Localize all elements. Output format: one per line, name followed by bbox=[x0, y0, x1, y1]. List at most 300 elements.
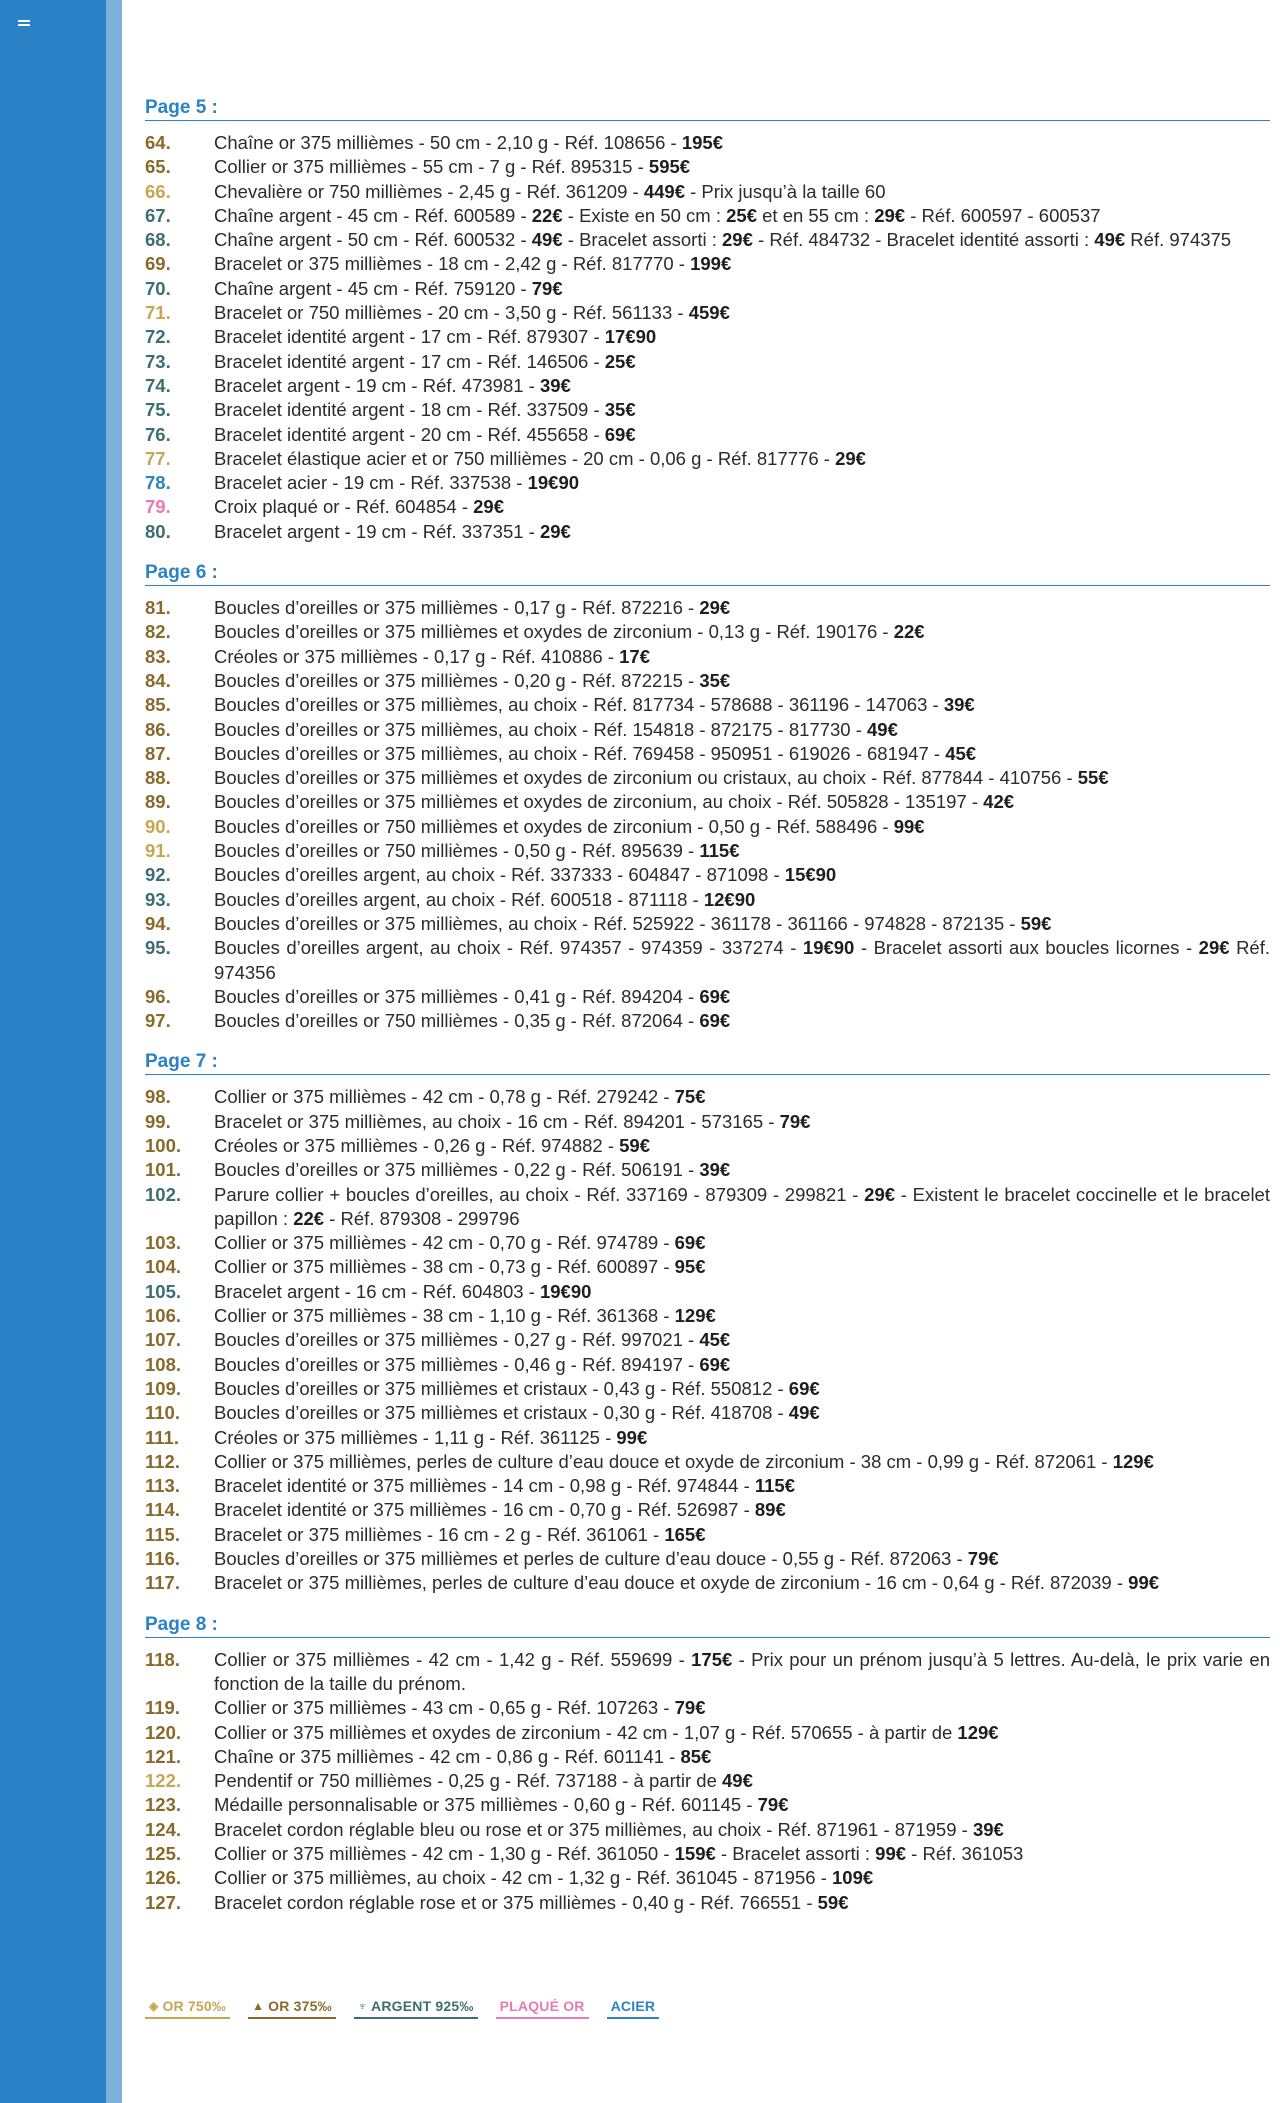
item-text: - Bracelet assorti : bbox=[562, 229, 722, 251]
item-text: Collier or 375 millièmes - 42 cm - 0,78 g - Réf. 279242 - bbox=[214, 1086, 675, 1108]
page-section bbox=[145, 97, 1270, 544]
item-number: 101. bbox=[145, 1159, 182, 1181]
list-item bbox=[145, 1498, 1270, 1522]
item-description bbox=[214, 1183, 1270, 1232]
hallmark-icon: ♆ bbox=[357, 1999, 368, 2013]
item-price: 17€ bbox=[619, 645, 651, 667]
item-number: 93. bbox=[145, 888, 171, 910]
item-number: 122. bbox=[145, 1770, 182, 1792]
item-price: 29€ bbox=[1198, 937, 1230, 959]
legend-item bbox=[248, 1996, 336, 2019]
list-item bbox=[145, 1866, 1270, 1890]
item-price: 19€90 bbox=[802, 937, 855, 959]
list-item bbox=[145, 669, 1270, 693]
item-description bbox=[214, 620, 1270, 644]
item-text: Collier or 375 millièmes - 55 cm - 7 g - Réf. 895315 - bbox=[214, 156, 649, 178]
item-text: Boucles d’oreilles or 375 millièmes et cristaux - 0,30 g - Réf. 418708 - bbox=[214, 1402, 789, 1424]
item-description bbox=[214, 1255, 1270, 1279]
list-item bbox=[145, 155, 1270, 179]
item-number: 118. bbox=[145, 1648, 180, 1670]
item-text: Créoles or 375 millièmes - 0,26 g - Réf. 974882 - bbox=[214, 1134, 620, 1156]
item-price: 69€ bbox=[699, 1010, 731, 1032]
page-section bbox=[145, 562, 1270, 1033]
item-text: Bracelet identité argent - 20 cm - Réf. 455658 - bbox=[214, 423, 605, 445]
item-number: 116. bbox=[145, 1548, 180, 1570]
item-number: 68. bbox=[145, 229, 171, 251]
list-item bbox=[145, 766, 1270, 790]
item-number: 90. bbox=[145, 815, 171, 837]
item-text: Boucles d’oreilles or 750 millièmes - 0,35 g - Réf. 872064 - bbox=[214, 1010, 700, 1032]
list-item bbox=[145, 718, 1270, 742]
list-item bbox=[145, 180, 1270, 204]
item-number: 77. bbox=[145, 447, 171, 469]
item-text: Bracelet or 375 millièmes, perles de culture d’eau douce et oxyde de zirconium - 16 cm - 0,64 g - Réf. 872039 - bbox=[214, 1572, 1129, 1594]
list-item bbox=[145, 693, 1270, 717]
list-item bbox=[145, 252, 1270, 276]
diamond-icon: ◈ bbox=[149, 1999, 159, 2013]
item-description bbox=[214, 596, 1270, 620]
item-price: 79€ bbox=[757, 1794, 789, 1816]
item-price: 42€ bbox=[983, 791, 1015, 813]
list-item bbox=[145, 742, 1270, 766]
item-number: 89. bbox=[145, 791, 171, 813]
list-item bbox=[145, 815, 1270, 839]
item-price: 99€ bbox=[875, 1843, 907, 1864]
item-number: 123. bbox=[145, 1794, 182, 1816]
item-description bbox=[214, 252, 1270, 276]
item-text: - Prix jusqu’à la taille 60 bbox=[684, 180, 886, 202]
item-price: 99€ bbox=[616, 1426, 648, 1448]
item-price: 19€90 bbox=[539, 1280, 592, 1302]
item-number: 126. bbox=[145, 1867, 182, 1889]
list-item bbox=[145, 912, 1270, 936]
item-price: 95€ bbox=[674, 1256, 706, 1278]
list-item bbox=[145, 1721, 1270, 1745]
legend-item bbox=[354, 1996, 478, 2019]
menu-icon[interactable] bbox=[18, 20, 30, 28]
item-text: Bracelet élastique acier et or 750 millièmes - 20 cm - 0,06 g - Réf. 817776 - bbox=[214, 447, 836, 469]
list-item bbox=[145, 888, 1270, 912]
item-price: 69€ bbox=[699, 985, 731, 1007]
item-number: 115. bbox=[145, 1523, 180, 1545]
list-item bbox=[145, 985, 1270, 1009]
list-item bbox=[145, 277, 1270, 301]
list-item bbox=[145, 398, 1270, 422]
item-number: 86. bbox=[145, 718, 171, 740]
item-description bbox=[214, 204, 1270, 228]
item-number: 84. bbox=[145, 669, 171, 691]
item-text: Boucles d’oreilles or 375 millièmes et cristaux - 0,43 g - Réf. 550812 - bbox=[214, 1377, 789, 1399]
page-heading: Page 5 : bbox=[145, 97, 1270, 121]
item-description bbox=[214, 1377, 1270, 1401]
item-number: 103. bbox=[145, 1232, 182, 1254]
item-description bbox=[214, 471, 1270, 495]
item-text: Bracelet or 375 millièmes - 16 cm - 2 g - Réf. 361061 - bbox=[214, 1523, 665, 1545]
item-description bbox=[214, 742, 1270, 766]
item-text: Boucles d’oreilles or 375 millièmes et oxydes de zirconium, au choix - Réf. 505828 - 135197 - bbox=[214, 791, 984, 813]
item-text: Chaîne argent - 45 cm - Réf. 600589 - bbox=[214, 204, 532, 226]
item-price: 35€ bbox=[604, 399, 636, 421]
item-text: Collier or 375 millièmes - 38 cm - 0,73 g - Réf. 600897 - bbox=[214, 1256, 675, 1278]
item-text: Boucles d’oreilles or 375 millièmes et perles de culture d’eau douce - 0,55 g - Réf. 872063 - bbox=[214, 1548, 968, 1570]
list-item bbox=[145, 1547, 1270, 1571]
item-number: 110. bbox=[145, 1402, 180, 1424]
list-item bbox=[145, 1648, 1270, 1697]
item-number: 71. bbox=[145, 302, 171, 324]
legend-item bbox=[496, 1996, 589, 2019]
item-text: Bracelet argent - 19 cm - Réf. 473981 - bbox=[214, 374, 540, 396]
item-description bbox=[214, 1523, 1270, 1547]
item-price: 29€ bbox=[722, 229, 753, 251]
item-price: 39€ bbox=[699, 1159, 731, 1181]
item-price: 29€ bbox=[874, 204, 906, 226]
item-description bbox=[214, 1769, 1270, 1793]
item-number: 75. bbox=[145, 399, 171, 421]
list-item bbox=[145, 620, 1270, 644]
item-price: 115€ bbox=[699, 840, 740, 862]
item-number: 104. bbox=[145, 1256, 182, 1278]
item-price: 45€ bbox=[945, 742, 977, 764]
item-number: 82. bbox=[145, 621, 171, 643]
item-price: 195€ bbox=[681, 132, 724, 153]
item-text: - Existent le bracelet coccinelle et le bracelet papillon : bbox=[214, 1183, 1270, 1229]
item-number: 121. bbox=[145, 1745, 182, 1767]
item-description bbox=[214, 1842, 1270, 1866]
item-price: 49€ bbox=[722, 1770, 753, 1792]
item-text: Créoles or 375 millièmes - 0,17 g - Réf. 410886 - bbox=[214, 645, 620, 667]
item-description bbox=[214, 1696, 1270, 1720]
item-description bbox=[214, 1401, 1270, 1425]
list-item bbox=[145, 839, 1270, 863]
item-price: 59€ bbox=[619, 1134, 651, 1156]
item-number: 78. bbox=[145, 472, 171, 494]
item-price: 22€ bbox=[893, 621, 925, 643]
item-text: Réf. 974356 bbox=[214, 937, 1270, 983]
item-price: 49€ bbox=[788, 1402, 820, 1424]
item-price: 115€ bbox=[754, 1475, 796, 1497]
item-text: Boucles d’oreilles or 375 millièmes, au choix - Réf. 769458 - 950951 - 619026 - 681947 - bbox=[214, 742, 946, 764]
item-description bbox=[214, 398, 1270, 422]
item-description bbox=[214, 863, 1270, 887]
list-item bbox=[145, 1842, 1270, 1866]
item-price: 159€ bbox=[674, 1843, 716, 1864]
item-price: 79€ bbox=[674, 1697, 706, 1719]
item-number: 72. bbox=[145, 326, 171, 348]
list-item bbox=[145, 790, 1270, 814]
item-text: Boucles d’oreilles or 375 millièmes - 0,27 g - Réf. 997021 - bbox=[214, 1329, 700, 1351]
item-text: Bracelet argent - 19 cm - Réf. 337351 - bbox=[214, 520, 540, 542]
item-description bbox=[214, 1721, 1270, 1745]
item-description bbox=[214, 790, 1270, 814]
item-text: Créoles or 375 millièmes - 1,11 g - Réf. 361125 - bbox=[214, 1426, 617, 1448]
item-number: 87. bbox=[145, 742, 171, 764]
list-item bbox=[145, 1158, 1270, 1182]
item-description bbox=[214, 693, 1270, 717]
item-description bbox=[214, 1085, 1270, 1109]
item-number: 127. bbox=[145, 1891, 182, 1913]
item-price: 69€ bbox=[604, 423, 636, 445]
ingot-icon: ▲ bbox=[252, 1999, 265, 2013]
item-number: 81. bbox=[145, 597, 171, 619]
item-price: 49€ bbox=[867, 718, 898, 740]
list-item bbox=[145, 1474, 1270, 1498]
item-text: Bracelet identité argent - 17 cm - Réf. 879307 - bbox=[214, 326, 605, 348]
item-text: Collier or 375 millièmes et oxydes de zirconium - 42 cm - 1,07 g - Réf. 570655 - à partir de bbox=[214, 1721, 958, 1743]
item-price: 79€ bbox=[967, 1548, 999, 1570]
item-price: 199€ bbox=[690, 253, 732, 275]
item-price: 22€ bbox=[293, 1207, 325, 1229]
legend-item bbox=[607, 1996, 660, 2019]
item-price: 29€ bbox=[539, 520, 571, 542]
item-text: - Prix pour un prénom jusqu’à 5 lettres. Au-delà, le prix varie en fonction de la taille du prénom. bbox=[214, 1648, 1270, 1694]
list-item bbox=[145, 325, 1270, 349]
list-item bbox=[145, 596, 1270, 620]
item-description bbox=[214, 1818, 1270, 1842]
item-text: - Réf. 879308 - 299796 bbox=[324, 1207, 520, 1229]
list-item bbox=[145, 1401, 1270, 1425]
legend-label: ARGENT 925‰ bbox=[371, 1998, 474, 2014]
item-text: Boucles d’oreilles or 375 millièmes, au choix - Réf. 817734 - 578688 - 361196 - 147063 - bbox=[214, 694, 944, 716]
item-description bbox=[214, 301, 1270, 325]
item-number: 124. bbox=[145, 1818, 182, 1840]
list-item bbox=[145, 1450, 1270, 1474]
item-description bbox=[214, 423, 1270, 447]
sidebar-edge bbox=[106, 0, 122, 2103]
list-item bbox=[145, 1134, 1270, 1158]
legend-item bbox=[145, 1996, 230, 2019]
item-price: 69€ bbox=[699, 1353, 731, 1375]
item-description bbox=[214, 669, 1270, 693]
list-item bbox=[145, 1818, 1270, 1842]
item-description bbox=[214, 645, 1270, 669]
item-description bbox=[214, 912, 1270, 936]
item-text: Boucles d’oreilles or 375 millièmes et oxydes de zirconium ou cristaux, au choix - Réf. 877844 - 410756 - bbox=[214, 767, 1078, 789]
item-price: 25€ bbox=[604, 350, 636, 372]
item-description bbox=[214, 155, 1270, 179]
item-price: 49€ bbox=[531, 229, 563, 251]
item-text: Collier or 375 millièmes - 38 cm - 1,10 g - Réf. 361368 - bbox=[214, 1305, 675, 1327]
item-text: Bracelet or 375 millièmes, au choix - 16 cm - Réf. 894201 - 573165 - bbox=[214, 1110, 780, 1132]
item-description bbox=[214, 277, 1270, 301]
list-item bbox=[145, 1523, 1270, 1547]
item-text: Bracelet identité or 375 millièmes - 14 cm - 0,98 g - Réf. 974844 - bbox=[214, 1475, 755, 1497]
item-price: 29€ bbox=[864, 1183, 896, 1205]
item-number: 69. bbox=[145, 253, 171, 275]
item-text: Boucles d’oreilles or 375 millièmes, au choix - Réf. 525922 - 361178 - 361166 - 974828 - 872135 - bbox=[214, 912, 1021, 934]
item-number: 74. bbox=[145, 374, 171, 396]
item-price: 12€90 bbox=[703, 888, 756, 910]
item-price: 129€ bbox=[1112, 1450, 1154, 1472]
item-number: 73. bbox=[145, 350, 171, 372]
item-text: Bracelet identité or 375 millièmes - 16 cm - 0,70 g - Réf. 526987 - bbox=[214, 1499, 755, 1521]
item-number: 88. bbox=[145, 767, 171, 789]
item-text: Boucles d’oreilles or 375 millièmes, au choix - Réf. 154818 - 872175 - 817730 - bbox=[214, 718, 868, 740]
item-price: 129€ bbox=[957, 1721, 999, 1743]
item-price: 35€ bbox=[699, 669, 731, 691]
item-number: 120. bbox=[145, 1721, 182, 1743]
item-number: 106. bbox=[145, 1305, 182, 1327]
item-number: 65. bbox=[145, 156, 171, 178]
item-text: Collier or 375 millièmes - 42 cm - 1,30 g - Réf. 361050 - bbox=[214, 1843, 675, 1864]
item-description bbox=[214, 374, 1270, 398]
item-number: 119. bbox=[145, 1697, 180, 1719]
item-text: Chaîne or 375 millièmes - 42 cm - 0,86 g - Réf. 601141 - bbox=[214, 1745, 681, 1767]
item-description bbox=[214, 228, 1270, 252]
item-number: 111. bbox=[145, 1426, 179, 1448]
legend-label: ACIER bbox=[610, 1998, 656, 2014]
item-text: Pendentif or 750 millièmes - 0,25 g - Réf. 737188 - à partir de bbox=[214, 1770, 722, 1792]
list-item bbox=[145, 1304, 1270, 1328]
item-number: 94. bbox=[145, 912, 171, 934]
item-description bbox=[214, 815, 1270, 839]
item-description bbox=[214, 520, 1270, 544]
item-number: 99. bbox=[145, 1110, 171, 1132]
item-price: 69€ bbox=[788, 1377, 820, 1399]
item-number: 112. bbox=[145, 1450, 180, 1472]
list-item bbox=[145, 936, 1270, 985]
item-description bbox=[214, 1231, 1270, 1255]
item-description bbox=[214, 766, 1270, 790]
page-heading: Page 8 : bbox=[145, 1614, 1270, 1638]
item-price: 45€ bbox=[699, 1329, 731, 1351]
item-number: 114. bbox=[145, 1499, 180, 1521]
item-description bbox=[214, 1571, 1270, 1595]
item-price: 17€90 bbox=[604, 326, 657, 348]
item-description bbox=[214, 131, 1270, 155]
item-number: 102. bbox=[145, 1183, 182, 1205]
item-text: Boucles d’oreilles or 375 millièmes - 0,46 g - Réf. 894197 - bbox=[214, 1353, 700, 1375]
list-item bbox=[145, 228, 1270, 252]
item-description bbox=[214, 1474, 1270, 1498]
item-text: Boucles d’oreilles or 750 millièmes et oxydes de zirconium - 0,50 g - Réf. 588496 - bbox=[214, 815, 894, 837]
item-text: Réf. 974375 bbox=[1125, 229, 1232, 251]
item-number: 97. bbox=[145, 1010, 171, 1032]
list-item bbox=[145, 520, 1270, 544]
item-text: Croix plaqué or - Réf. 604854 - bbox=[214, 496, 474, 518]
list-item bbox=[145, 1183, 1270, 1232]
item-description bbox=[214, 936, 1270, 985]
item-price: 29€ bbox=[699, 597, 731, 619]
item-price: 75€ bbox=[674, 1086, 706, 1108]
item-number: 108. bbox=[145, 1353, 182, 1375]
item-price: 449€ bbox=[643, 180, 685, 202]
item-description bbox=[214, 350, 1270, 374]
item-text: Bracelet identité argent - 18 cm - Réf. 337509 - bbox=[214, 399, 605, 421]
list-item bbox=[145, 1085, 1270, 1109]
item-text: Collier or 375 millièmes - 42 cm - 1,42 g - Réf. 559699 - bbox=[214, 1648, 692, 1670]
item-price: 55€ bbox=[1077, 767, 1109, 789]
legend-label: OR 750‰ bbox=[162, 1998, 227, 2014]
material-legend bbox=[145, 1996, 659, 2019]
item-text: Boucles d’oreilles or 750 millièmes - 0,50 g - Réf. 895639 - bbox=[214, 840, 700, 862]
item-price: 595€ bbox=[648, 156, 691, 178]
item-price: 175€ bbox=[691, 1648, 733, 1670]
list-item bbox=[145, 471, 1270, 495]
item-description bbox=[214, 495, 1270, 519]
list-item bbox=[145, 1255, 1270, 1279]
item-price: 79€ bbox=[779, 1110, 811, 1132]
item-number: 76. bbox=[145, 423, 171, 445]
item-text: et en 55 cm : bbox=[757, 204, 875, 226]
page-section bbox=[145, 1614, 1270, 1915]
item-price: 99€ bbox=[1128, 1572, 1160, 1594]
item-description bbox=[214, 1009, 1270, 1033]
item-number: 66. bbox=[145, 180, 171, 202]
item-description bbox=[214, 1866, 1270, 1890]
item-price: 22€ bbox=[531, 204, 563, 226]
item-text: Boucles d’oreilles argent, au choix - Réf. 337333 - 604847 - 871098 - bbox=[214, 864, 785, 886]
list-item bbox=[145, 1328, 1270, 1352]
item-text: Parure collier + boucles d’oreilles, au choix - Réf. 337169 - 879309 - 299821 - bbox=[214, 1183, 865, 1205]
item-number: 96. bbox=[145, 985, 171, 1007]
item-price: 69€ bbox=[674, 1232, 706, 1254]
item-description bbox=[214, 888, 1270, 912]
item-description bbox=[214, 839, 1270, 863]
item-number: 64. bbox=[145, 132, 171, 153]
item-description bbox=[214, 1745, 1270, 1769]
item-text: Boucles d’oreilles or 375 millièmes - 0,41 g - Réf. 894204 - bbox=[214, 985, 700, 1007]
item-number: 125. bbox=[145, 1843, 182, 1864]
item-text: Bracelet argent - 16 cm - Réf. 604803 - bbox=[214, 1280, 540, 1302]
item-description bbox=[214, 1426, 1270, 1450]
list-item bbox=[145, 1231, 1270, 1255]
item-description bbox=[214, 1110, 1270, 1134]
item-text: Boucles d’oreilles or 375 millièmes et oxydes de zirconium - 0,13 g - Réf. 190176 - bbox=[214, 621, 894, 643]
item-description bbox=[214, 325, 1270, 349]
item-text: - Existe en 50 cm : bbox=[562, 204, 727, 226]
item-number: 105. bbox=[145, 1280, 182, 1302]
item-text: - Réf. 600597 - 600537 bbox=[905, 204, 1101, 226]
list-item bbox=[145, 350, 1270, 374]
list-item bbox=[145, 1571, 1270, 1595]
list-item bbox=[145, 374, 1270, 398]
page-section bbox=[145, 1051, 1270, 1595]
item-text: Boucles d’oreilles argent, au choix - Réf. 600518 - 871118 - bbox=[214, 888, 704, 910]
item-number: 70. bbox=[145, 277, 171, 299]
list-item bbox=[145, 1745, 1270, 1769]
item-number: 98. bbox=[145, 1086, 171, 1108]
item-number: 83. bbox=[145, 645, 171, 667]
item-number: 113. bbox=[145, 1475, 180, 1497]
sidebar bbox=[0, 0, 106, 2103]
legend-label: OR 375‰ bbox=[268, 1998, 332, 2014]
item-number: 79. bbox=[145, 496, 171, 518]
item-price: 99€ bbox=[893, 815, 925, 837]
item-price: 25€ bbox=[726, 204, 757, 226]
item-number: 95. bbox=[145, 937, 171, 959]
item-text: Chaîne argent - 50 cm - Réf. 600532 - bbox=[214, 229, 532, 251]
list-item bbox=[145, 204, 1270, 228]
catalog-content bbox=[145, 97, 1270, 1933]
item-price: 15€90 bbox=[784, 864, 837, 886]
item-number: 109. bbox=[145, 1377, 182, 1399]
item-price: 39€ bbox=[943, 694, 975, 716]
item-description bbox=[214, 985, 1270, 1009]
item-number: 80. bbox=[145, 520, 171, 542]
item-price: 49€ bbox=[1094, 229, 1126, 251]
list-item bbox=[145, 1110, 1270, 1134]
item-number: 85. bbox=[145, 694, 171, 716]
item-price: 39€ bbox=[972, 1818, 1004, 1840]
item-price: 29€ bbox=[835, 447, 866, 469]
page-heading: Page 7 : bbox=[145, 1051, 1270, 1075]
list-item bbox=[145, 1009, 1270, 1033]
list-item bbox=[145, 495, 1270, 519]
item-description bbox=[214, 1328, 1270, 1352]
item-description bbox=[214, 1547, 1270, 1571]
item-text: - Réf. 484732 - Bracelet identité assorti : bbox=[752, 229, 1095, 251]
item-description bbox=[214, 1304, 1270, 1328]
